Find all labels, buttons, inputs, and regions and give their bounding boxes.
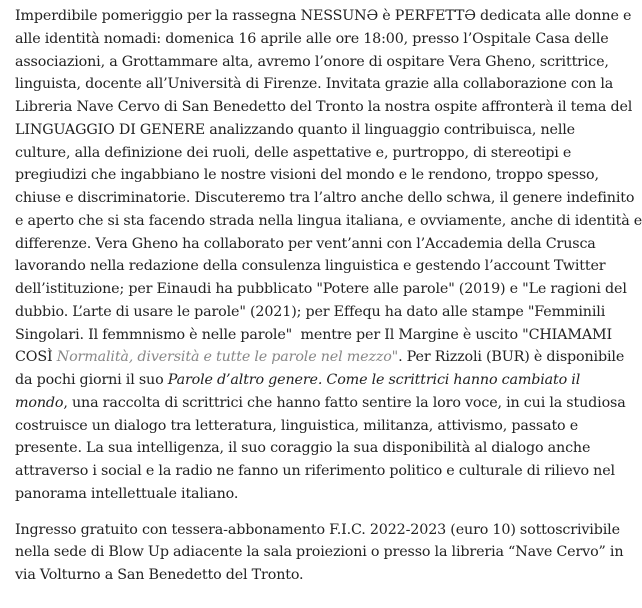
text-line-mixed [15, 349, 624, 365]
text-line: pregiudizi che ingabbiano le nostre visioni del mondo e le rendono, troppo spesso, [15, 167, 599, 184]
book-title-end: mondo [15, 394, 64, 411]
text-line: associazioni, a Grottammare alta, avremo l’onore di ospitare Vera Gheno, scrittrice, [15, 53, 609, 70]
text-line: lavorando nella redazione della consulenza linguistica e gestendo l’account Twitter [15, 258, 606, 275]
text-fragment: COSÌ [15, 349, 57, 366]
book-title: Parole d’altro genere. Come le scrittrici hanno cambiato il [167, 372, 581, 388]
text-line: e aperto che si sta facendo strada nella lingua italiana, e ovviamente, anche di identità e [15, 212, 642, 229]
article-body [15, 5, 642, 587]
text-line: differenze. Vera Gheno ha collaborato per vent’anni con l’Accademia della Crusca [15, 235, 596, 252]
text-line: panorama intellettuale italiano. [15, 485, 239, 502]
text-line: costruisce un dialogo tra letteratura, linguistica, militanza, attivismo, passato e [15, 417, 579, 434]
text-line: via Volturno a San Benedetto del Tronto. [15, 567, 304, 583]
text-line: Ingresso gratuito con tessera-abbonamento F.I.C. 2022-2023 (euro 10) sottoscrivibile [15, 521, 620, 538]
text-line-mixed [15, 395, 626, 411]
text-line-mixed [15, 372, 580, 388]
text-line: chiuse e discriminatorie. Discuteremo tra l’altro anche dello schwa, il genere indefinito [15, 190, 635, 206]
text-line: alle identità nomadi: domenica 16 aprile alle ore 18:00, presso l’Ospitale Casa delle [15, 30, 609, 47]
text-line: LINGUAGGIO DI GENERE analizzando quanto il linguaggio contribuisca, nelle [15, 121, 575, 138]
event-description-paragraph [15, 5, 642, 506]
text-line: linguista, docente all’Università di Firenze. Invitata grazie alla collaborazione con la [15, 76, 614, 93]
text-line: Imperdibile pomeriggio per la rassegna NESSUNƏ è PERFETTƏ dedicata alle donne e [15, 8, 632, 24]
text-line: attraverso i social e la radio ne fanno un riferimento politico e culturale di rilievo nel [15, 463, 615, 479]
text-fragment: , una raccolta di scrittrici che hanno fatto sentire la loro voce, in cui la studiosa [63, 394, 626, 411]
text-line: Singolari. Il femmnismo è nelle parole" mentre per Il Margine è uscito "CHIAMAMI [15, 326, 613, 343]
text-line: nella sede di Blow Up adiacente la sala proiezioni o presso la libreria “Nave Cervo” in [15, 544, 624, 561]
text-fragment: da pochi giorni il suo [15, 372, 168, 388]
text-line: culture, alla definizione dei ruoli, delle aspettative e, purtroppo, di stereotipi e [15, 144, 572, 161]
text-line: Libreria Nave Cervo di San Benedetto del Tronto la nostra ospite affronterà il tema del [15, 99, 633, 115]
text-line: dell’istituzione; per Einaudi ha pubblicato "Potere alle parole" (2019) e "Le ragioni del [15, 281, 627, 297]
book-subtitle: Normalità, diversità e tutte le parole nel mezzo" [56, 349, 399, 366]
text-line: presente. La sua intelligenza, il suo coraggio la sua disponibilità al dialogo anche [15, 440, 591, 457]
text-line: dubbio. L’arte di usare le parole" (2021); per Effequ ha dato alle stampe "Femminili [15, 303, 606, 320]
text-fragment: . Per Rizzoli (BUR) è disponibile [398, 349, 625, 366]
admission-info-paragraph [15, 519, 624, 587]
